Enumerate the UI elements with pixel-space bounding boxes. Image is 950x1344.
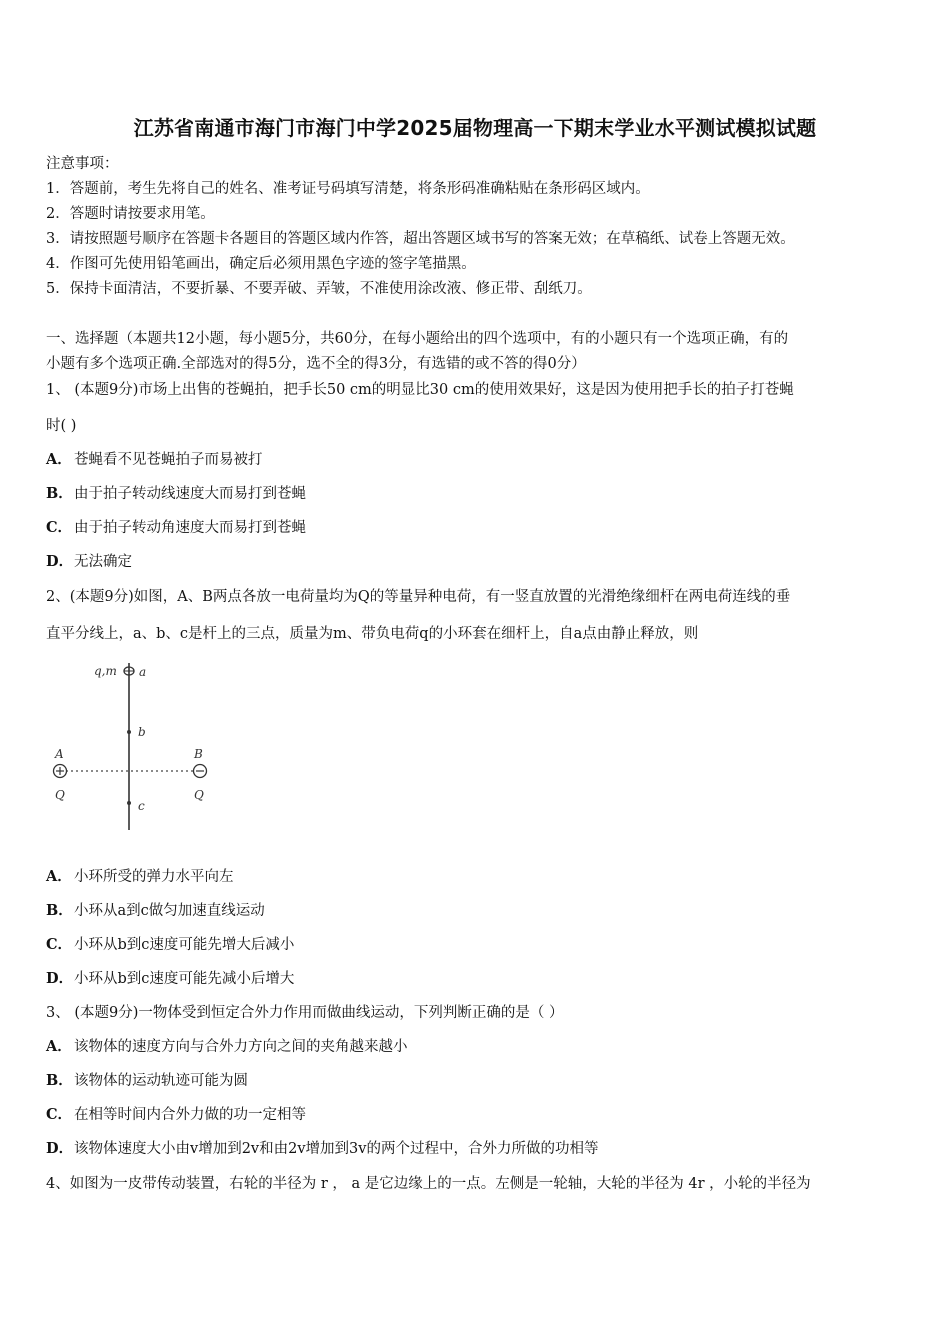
page-title: 江苏省南通市海门市海门中学2025届物理高一下期末学业水平测试模拟试题 [133,116,817,140]
q2-stem-line-2: 直平分线上，a、b、c是杆上的三点，质量为m、带负电荷q的小环套在细杆上，自a点由静止释放，则 [46,626,699,642]
option-letter: B． [46,1072,73,1089]
notice-item-1: 1．答题前，考生先将自己的姓名、准考证号码填写清楚，将条形码准确粘贴在条形码区域内。 [46,181,650,197]
charge-b-label: B [194,747,203,761]
option-text: 无法确定 [74,554,132,570]
option-text: 由于拍子转动线速度大而易打到苍蝇 [74,486,306,502]
option-text: 该物体的速度方向与合外力方向之间的夹角越来越小 [74,1039,408,1055]
option-letter: A． [46,868,72,885]
charge-a-q-label: Q [55,788,65,802]
point-b-label: b [138,725,146,739]
point-c-dot [127,801,131,805]
q2-stem-line-1: 2、(本题9分)如图，A、B两点各放一电荷量均为Q的等量异种电荷，有一竖直放置的光滑绝缘细杆在两电荷连线的垂 [46,589,791,605]
option-letter: B． [46,485,73,502]
q2-option-c [46,933,294,954]
option-letter: C． [46,519,73,536]
option-text: 苍蝇看不见苍蝇拍子而易被打 [74,452,263,468]
option-text: 小环从b到c速度可能先减小后增大 [74,971,295,987]
q2-option-a [46,865,234,886]
q3-option-a [46,1035,408,1056]
q3-option-d [46,1137,598,1158]
q3-option-c [46,1103,306,1124]
point-a-label: a [139,665,147,679]
option-letter: A． [46,1038,72,1055]
ring-label: q,m [94,664,117,678]
q1-stem-line-1: 1、 (本题9分)市场上出售的苍蝇拍，把手长50 cm的明显比30 cm的使用效果好，这是因为使用把手长的拍子打苍蝇 [46,382,794,398]
figure-svg [46,655,236,840]
option-letter: B． [46,902,73,919]
notice-heading: 注意事项： [46,156,119,172]
notice-item-2: 2．答题时请按要求用笔。 [46,206,215,222]
option-letter: C． [46,1106,73,1123]
q4-stem: 4、如图为一皮带传动装置，右轮的半径为 r ， a 是它边缘上的一点。左侧是一轮轴，大轮的半径为 4r ，小轮的半径为 [46,1176,811,1192]
option-text: 小环所受的弹力水平向左 [74,869,234,885]
q1-option-c [46,516,306,537]
option-letter: A． [46,451,72,468]
notice-item-4: 4．作图可先使用铅笔画出，确定后必须用黑色字迹的签字笔描黑。 [46,256,476,272]
option-text: 小环从a到c做匀加速直线运动 [74,903,265,919]
q1-stem-line-2: 时( ) [46,418,77,434]
q3-stem: 3、 (本题9分)一物体受到恒定合外力作用而做曲线运动，下列判断正确的是（ ） [46,1005,564,1021]
q1-option-a [46,448,263,469]
notice-item-3: 3．请按照题号顺序在答题卡各题目的答题区域内作答，超出答题区域书写的答案无效；在草稿纸、试卷上答题无效。 [46,231,795,247]
electric-field-figure [46,655,236,840]
option-letter: C． [46,936,73,953]
option-letter: D． [46,1140,74,1157]
option-text: 该物体速度大小由v增加到2v和由2v增加到3v的两个过程中，合外力所做的功相等 [74,1141,599,1157]
q2-option-b [46,899,265,920]
q3-option-b [46,1069,248,1090]
point-b-dot [127,730,131,734]
option-letter: D． [46,553,74,570]
section-header-line-1: 一、选择题（本题共12小题，每小题5分，共60分，在每小题给出的四个选项中，有的小题只有一个选项正确，有的 [46,331,789,347]
option-text: 该物体的运动轨迹可能为圆 [74,1073,248,1089]
option-text: 由于拍子转动角速度大而易打到苍蝇 [74,520,306,536]
option-text: 小环从b到c速度可能先增大后减小 [74,937,295,953]
charge-a-label: A [55,747,64,761]
option-letter: D． [46,970,74,987]
notice-item-5: 5．保持卡面清洁，不要折暴、不要弄破、弄皱，不准使用涂改液、修正带、刮纸刀。 [46,281,592,297]
option-text: 在相等时间内合外力做的功一定相等 [74,1107,306,1123]
q1-option-b [46,482,306,503]
q1-option-d [46,550,132,571]
q2-option-d [46,967,294,988]
point-c-label: c [138,799,145,813]
charge-b-q-label: Q [194,788,204,802]
section-header-line-2: 小题有多个选项正确.全部选对的得5分，选不全的得3分，有选错的或不答的得0分） [46,356,586,372]
